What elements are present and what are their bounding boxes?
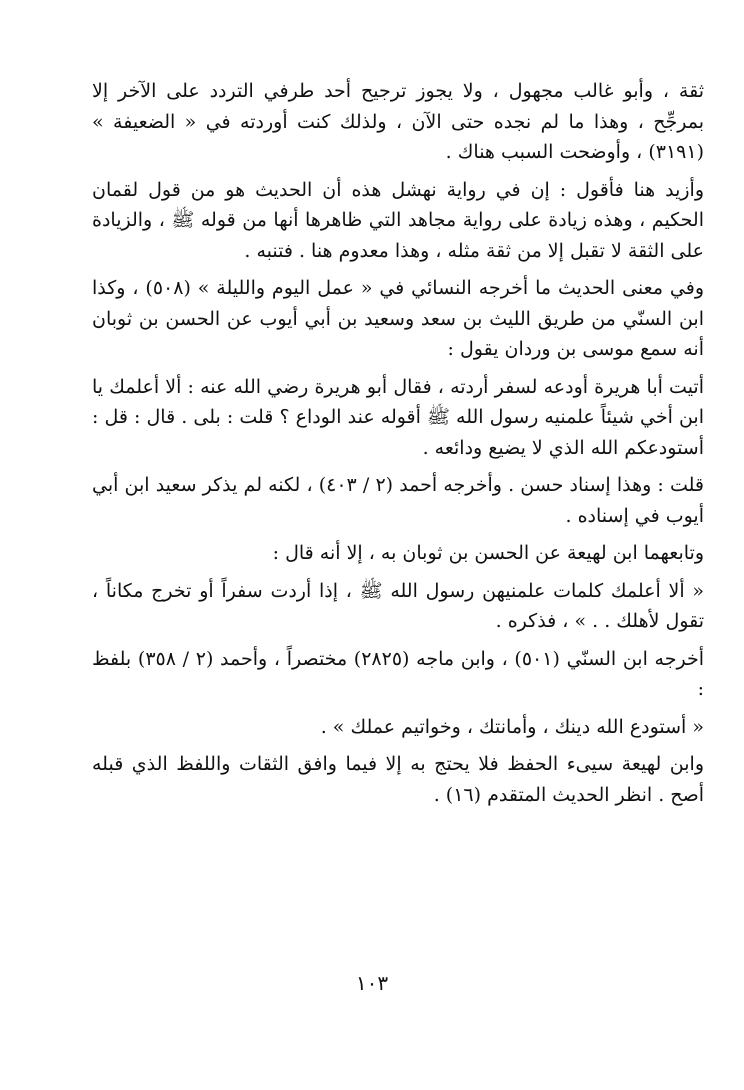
paragraph-5: قلت : وهذا إسناد حسن . وأخرجه أحمد (٢ / ٤٠٣) ، لكنه لم يذكر سعيد ابن أبي أيوب في إسناده .	[92, 474, 704, 527]
paragraph-6: وتابعهما ابن لهيعة عن الحسن بن ثوبان به ، إلا أنه قال :	[272, 542, 704, 564]
paragraph-7: « ألا أعلمك كلمات علمنيهن رسول الله ﷺ ، إذا أردت سفراً أو تخرج مكاناً ، تقول لأهلك . . » ، فذكره .	[92, 579, 704, 632]
paragraph-3: وفي معنى الحديث ما أخرجه النسائي في « عمل اليوم والليلة » (٥٠٨) ، وكذا ابن السنّي من طريق الليث بن سعد وسعيد بن أبي أيوب عن الحسن بن ثوبان أنه سمع موسى بن وردان يقول :	[92, 277, 704, 360]
paragraph-4: أتيت أبا هريرة أودعه لسفر أردته ، فقال أبو هريرة رضي الله عنه : ألا أعلمك يا ابن أخي شيئاً علمنيه رسول الله ﷺ أقوله عند الوداع ؟ قلت : بلى . قال : قل : أستودعكم الله الذي لا يضيع ودائعه .	[92, 375, 704, 459]
page-body	[92, 76, 704, 810]
page-number: ١٠٣	[355, 971, 389, 995]
paragraph-10: وابن لهيعة سيىء الحفظ فلا يحتج به إلا فيما وافق الثقات واللفظ الذي قبله أصح . انظر الحديث المتقدم (١٦) .	[92, 753, 704, 806]
paragraph-2: وأزيد هنا فأقول : إن في رواية نهشل هذه أن الحديث هو من قول لقمان الحكيم ، وهذه زيادة على رواية مجاهد التي ظاهرها أنها من قوله ﷺ ، والزيادة على الثقة لا تقبل إلا من ثقة مثله ، وهذا معدوم هنا . فتنبه .	[92, 178, 704, 262]
paragraph-1: ثقة ، وأبو غالب مجهول ، ولا يجوز ترجيح أحد طرفي التردد على الآخر إلا بمرجِّح ، وهذا ما لم نجده حتى الآن ، ولذلك كنت أوردته في « الضعيفة » (٣١٩١) ، وأوضحت السبب هناك .	[92, 80, 704, 163]
paragraph-8: أخرجه ابن السنّي (٥٠١) ، وابن ماجه (٢٨٢٥) مختصراً ، وأحمد (٢ / ٣٥٨) بلفظ :	[92, 647, 704, 700]
paragraph-9: « أستودع الله دينك ، وأمانتك ، وخواتيم عملك » .	[320, 715, 704, 738]
